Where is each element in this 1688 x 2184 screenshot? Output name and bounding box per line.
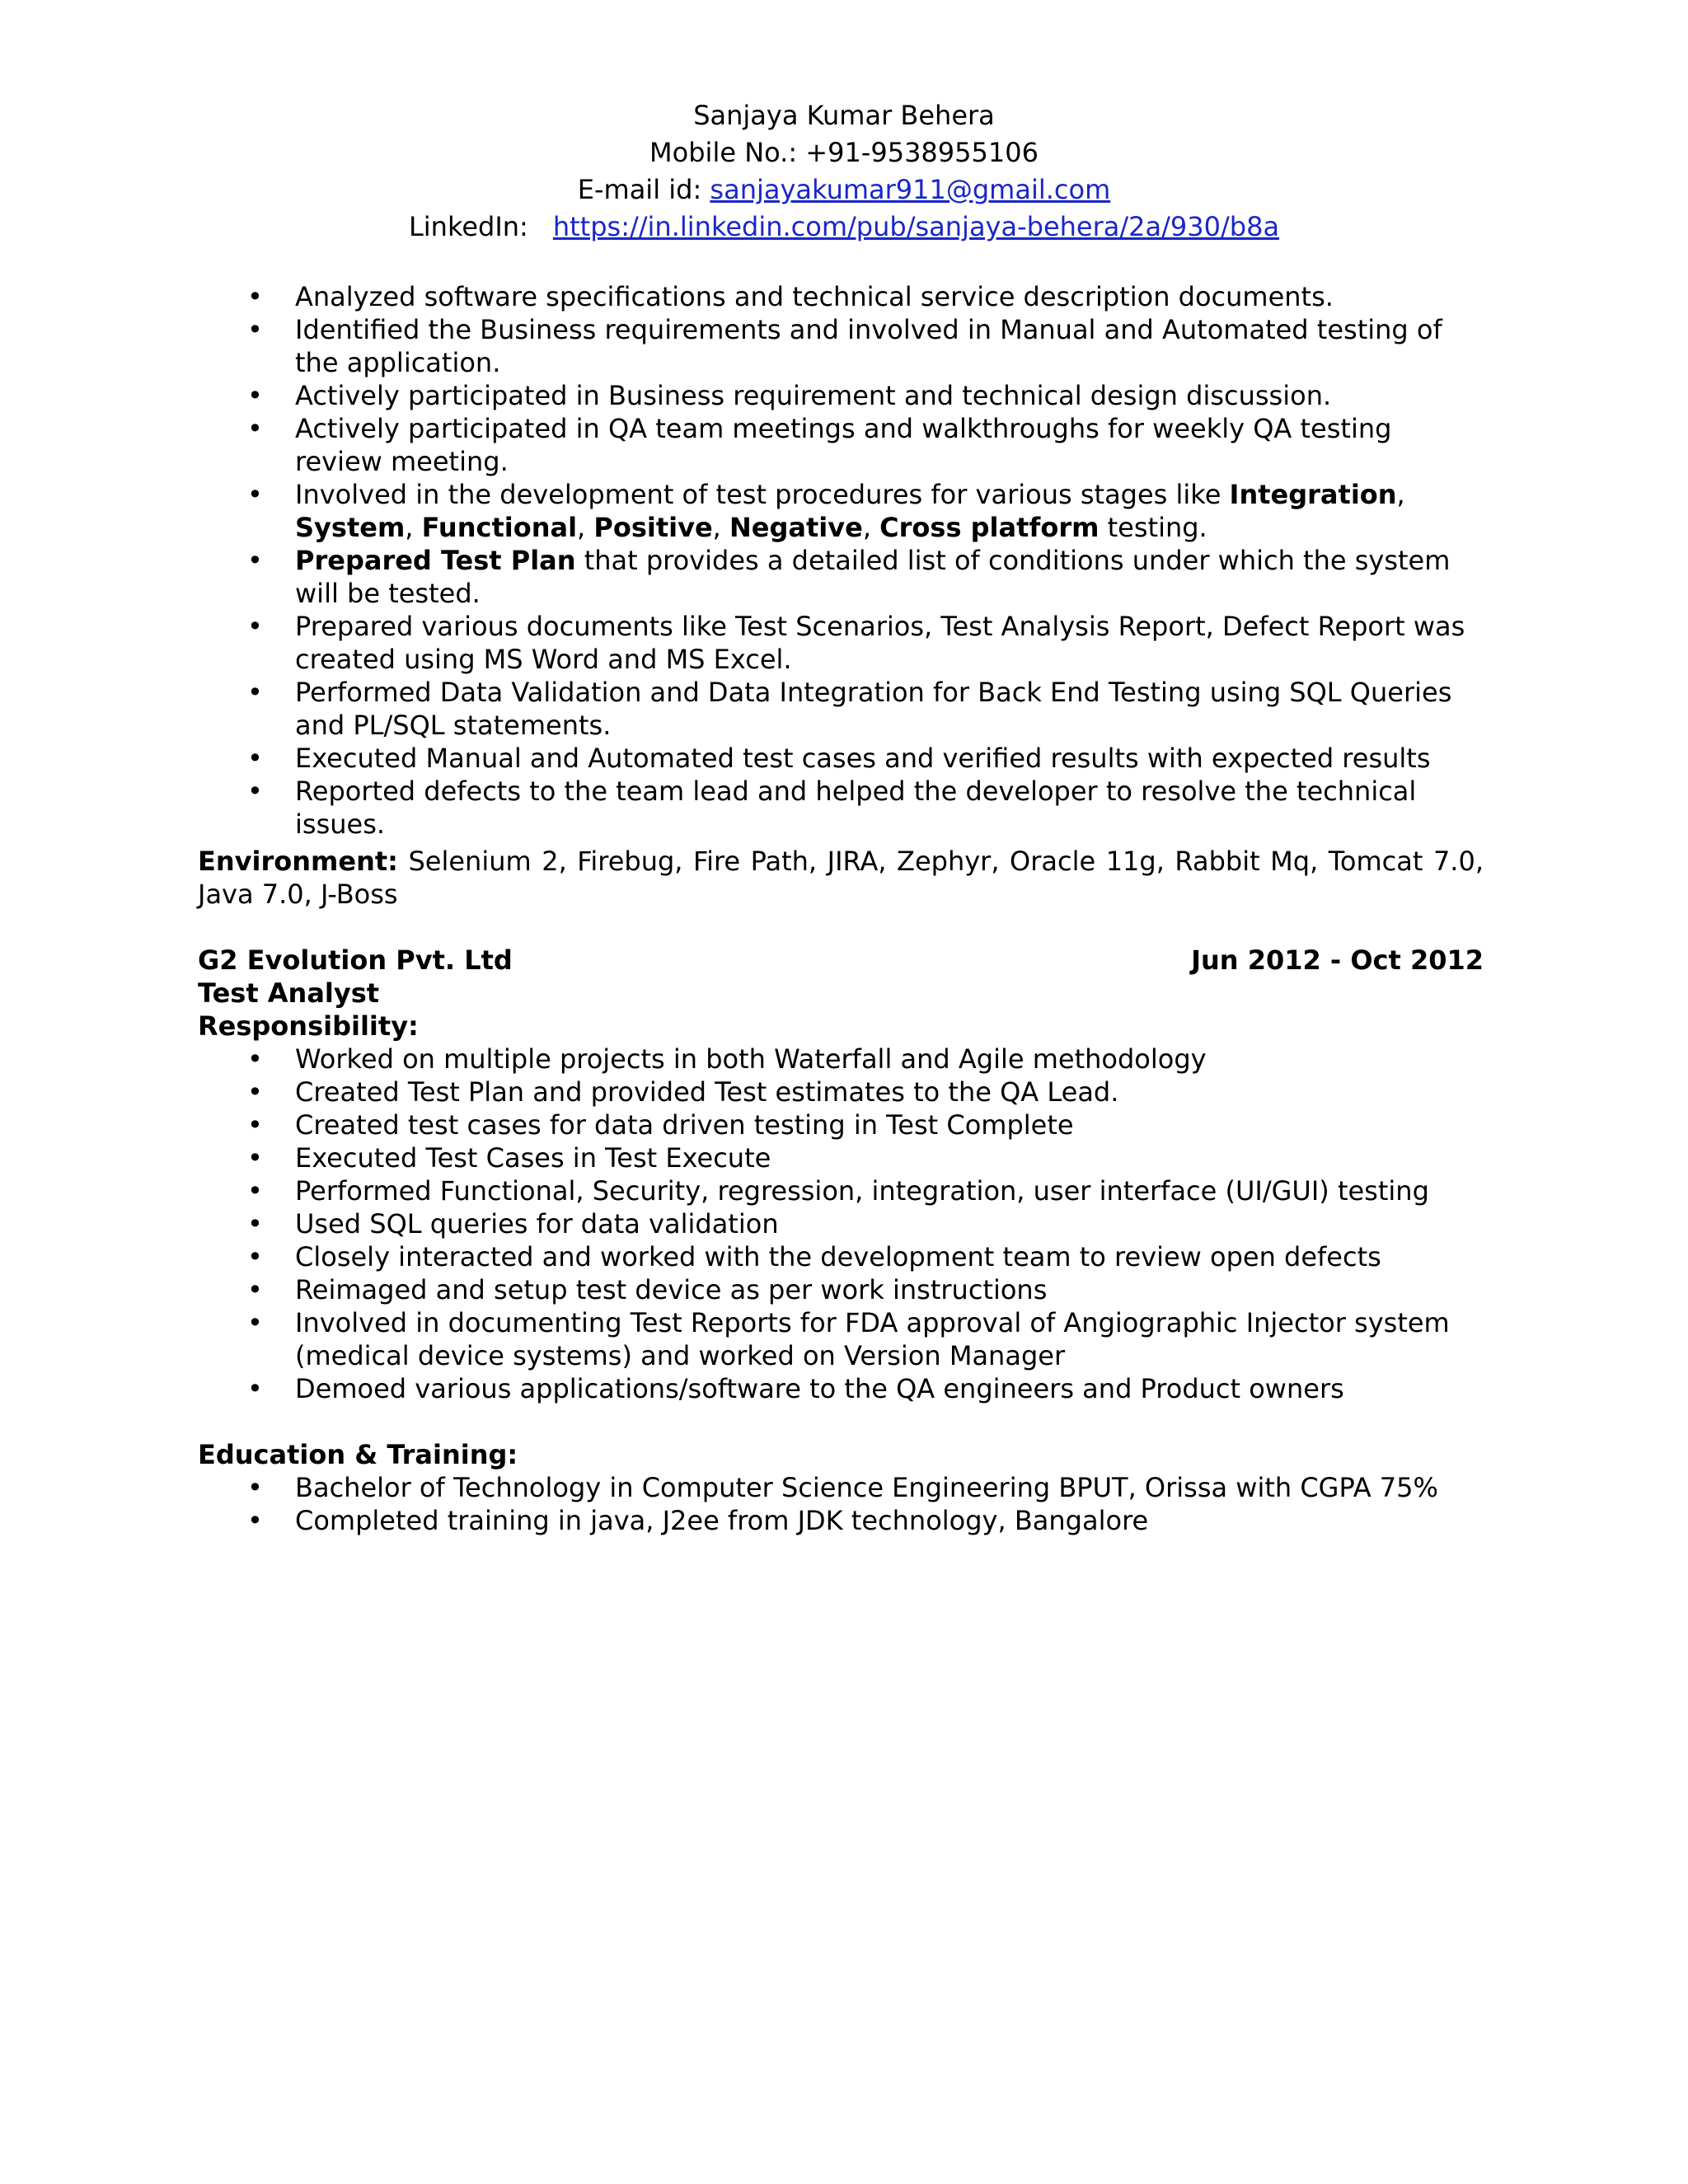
bullet-icon: • (247, 479, 263, 510)
list-item (198, 1372, 1484, 1405)
linkedin-link[interactable]: https://in.linkedin.com/pub/sanjaya-behera/2a/930/b8a (552, 211, 1280, 242)
environment-value: Selenium 2, Firebug, Fire Path, JIRA, Zephyr, Oracle 11g, Rabbit Mq, Tomcat 7.0, Java 7.0, J-Boss (198, 846, 1484, 910)
bullet-icon: • (247, 1505, 263, 1536)
contact-header (0, 97, 1688, 246)
list-item-text: Performed Functional, Security, regression, integration, user interface (UI/GUI) testing (295, 1175, 1429, 1207)
text-segment: , (712, 512, 729, 543)
list-item (198, 280, 1484, 313)
list-item-text: Completed training in java, J2ee from JDK technology, Bangalore (295, 1505, 1149, 1536)
bullet-icon: • (247, 281, 263, 312)
list-item-text: Reported defects to the team lead and helped the developer to resolve the technical issues. (295, 776, 1417, 840)
list-item-text: Demoed various applications/software to the QA engineers and Product owners (295, 1373, 1344, 1404)
bold-term-test-plan: Prepared Test Plan (295, 545, 576, 576)
education-bullet-list (198, 1471, 1484, 1537)
list-item (198, 544, 1484, 610)
linkedin-label: LinkedIn: (408, 211, 528, 242)
list-item (198, 1273, 1484, 1306)
list-item (198, 1504, 1484, 1537)
bold-term-system: System (295, 512, 406, 543)
bullet-icon: • (247, 1472, 263, 1503)
bullet-icon: • (247, 1241, 263, 1272)
job-header (198, 944, 1484, 977)
company-name: G2 Evolution Pvt. Ltd (198, 944, 513, 976)
list-item (198, 478, 1484, 544)
responsibility-bullet-list (198, 1043, 1484, 1405)
list-item-text: Reimaged and setup test device as per work instructions (295, 1274, 1048, 1305)
education-heading: Education & Training: (198, 1439, 518, 1470)
list-item (198, 1043, 1484, 1076)
bullet-icon: • (247, 611, 263, 642)
job-dates: Jun 2012 - Oct 2012 (1191, 944, 1484, 976)
list-item-text: Created test cases for data driven testing in Test Complete (295, 1109, 1074, 1141)
text-segment: testing. (1099, 512, 1207, 543)
list-item (198, 1471, 1484, 1504)
education-section (198, 1438, 1484, 1537)
text-segment: , (1396, 479, 1405, 510)
text-segment: that provides a detailed list of conditions under which the system will be tested. (295, 545, 1451, 609)
text-segment: , (405, 512, 422, 543)
project-responsibilities (198, 280, 1484, 841)
list-item (198, 313, 1484, 379)
list-item-text: Analyzed software specifications and technical service description documents. (295, 281, 1334, 312)
bold-term-positive: Positive (593, 512, 713, 543)
list-item (198, 742, 1484, 775)
list-item-text: Worked on multiple projects in both Waterfall and Agile methodology (295, 1043, 1207, 1075)
bullet-icon: • (247, 1274, 263, 1305)
list-item-text: Prepared various documents like Test Scenarios, Test Analysis Report, Defect Report was created using MS Word and MS Excel. (295, 611, 1465, 675)
list-item-text: Actively participated in QA team meetings and walkthroughs for weekly QA testing review meeting. (295, 413, 1392, 477)
list-item-text (295, 479, 1405, 543)
list-item (198, 676, 1484, 742)
job-section-g2 (198, 944, 1484, 1405)
bullet-icon: • (247, 1307, 263, 1338)
list-item-text: Performed Data Validation and Data Integration for Back End Testing using SQL Queries and PL/SQL statements. (295, 677, 1452, 741)
job-title: Test Analyst (198, 977, 380, 1009)
bullet-icon: • (247, 413, 263, 444)
list-item (198, 1306, 1484, 1372)
bullet-icon: • (247, 1043, 263, 1075)
bold-term-functional: Functional (421, 512, 578, 543)
bullet-icon: • (247, 314, 263, 345)
list-item (198, 1108, 1484, 1141)
list-item (198, 379, 1484, 412)
bold-term-cross-platform: Cross platform (879, 512, 1100, 543)
list-item (198, 1207, 1484, 1240)
text-segment: Involved in the development of test procedures for various stages like (295, 479, 1230, 510)
bullet-icon: • (247, 1208, 263, 1240)
list-item-text: Created Test Plan and provided Test estimates to the QA Lead. (295, 1076, 1119, 1108)
list-item (198, 412, 1484, 478)
list-item (198, 775, 1484, 841)
list-item (198, 1240, 1484, 1273)
bullet-icon: • (247, 1109, 263, 1141)
list-item-text: Closely interacted and worked with the development team to review open defects (295, 1241, 1381, 1272)
list-item (198, 610, 1484, 676)
bullet-icon: • (247, 1373, 263, 1404)
text-segment: , (577, 512, 594, 543)
project-bullet-list (198, 280, 1484, 841)
bullet-icon: • (247, 677, 263, 708)
environment-label: Environment: (198, 846, 398, 877)
bullet-icon: • (247, 1175, 263, 1207)
list-item-text: Executed Manual and Automated test cases and verified results with expected results (295, 743, 1431, 774)
text-segment: , (862, 512, 880, 543)
mobile-number: Mobile No.: +91-9538955106 (649, 137, 1039, 168)
email-line (0, 171, 1688, 209)
bullet-icon: • (247, 1076, 263, 1108)
email-label: E-mail id: (577, 174, 710, 205)
email-link[interactable]: sanjayakumar911@gmail.com (710, 174, 1111, 205)
environment-line (198, 845, 1484, 911)
list-item-text: Bachelor of Technology in Computer Science Engineering BPUT, Orissa with CGPA 75% (295, 1472, 1438, 1503)
list-item (198, 1174, 1484, 1207)
bullet-icon: • (247, 743, 263, 774)
list-item-text: Identified the Business requirements and involved in Manual and Automated testing of the application. (295, 314, 1442, 378)
bullet-icon: • (247, 380, 263, 411)
list-item-text: Actively participated in Business requirement and technical design discussion. (295, 380, 1332, 411)
responsibility-heading: Responsibility: (198, 1010, 419, 1042)
bullet-icon: • (247, 776, 263, 807)
list-item-text (295, 545, 1450, 609)
bullet-icon: • (247, 545, 263, 576)
list-item (198, 1141, 1484, 1174)
list-item-text: Involved in documenting Test Reports for FDA approval of Angiographic Injector system (medical device systems) and worked on Version Manager (295, 1307, 1450, 1371)
list-item-text: Used SQL queries for data validation (295, 1208, 779, 1240)
bold-term-negative: Negative (729, 512, 863, 543)
list-item-text: Executed Test Cases in Test Execute (295, 1142, 771, 1174)
candidate-name: Sanjaya Kumar Behera (693, 100, 995, 131)
bold-term-integration: Integration (1229, 479, 1397, 510)
bullet-icon: • (247, 1142, 263, 1174)
linkedin-line (0, 209, 1688, 246)
list-item (198, 1076, 1484, 1108)
